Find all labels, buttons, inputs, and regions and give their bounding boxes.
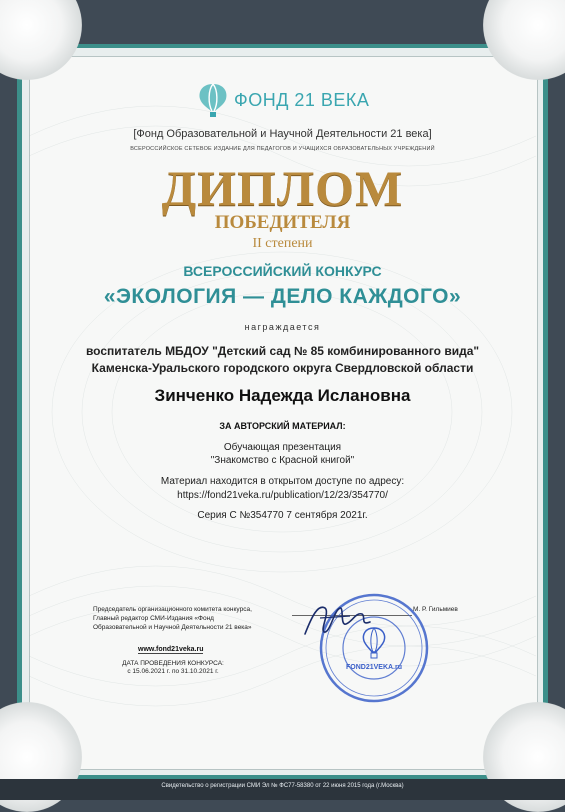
- recipient-position-line1: воспитатель МБДОУ "Детский сад № 85 комбинированного вида": [85, 344, 480, 358]
- signatory-name: М. Р. Гильмиев: [413, 606, 458, 613]
- registration-info: Свидетельство о регистрации СМИ Эл № ФС77-58380 от 22 июня 2015 года (г.Москва): [161, 783, 404, 789]
- access-text: Материал находится в открытом доступе по адресу:: [160, 476, 405, 487]
- diploma-title: ДИПЛОМ: [161, 160, 404, 216]
- recipient-name: Зинченко Надежда Ислановна: [154, 386, 411, 405]
- balloon-logo-icon: [196, 82, 230, 118]
- logo-text: ФОНД 21 ВЕКА: [234, 89, 370, 110]
- signatory-line3: Образовательной и Научной Деятельности 21 века»: [93, 624, 252, 631]
- contest-type: ВСЕРОССИЙСКИЙ КОНКУРС: [183, 263, 382, 279]
- awarded-label: награждается: [244, 322, 321, 332]
- handwritten-signature: [300, 596, 380, 646]
- signatory-title: [93, 605, 293, 632]
- diploma-subtitle: ПОБЕДИТЕЛЯ: [214, 212, 351, 233]
- work-label: ЗА АВТОРСКИЙ МАТЕРИАЛ:: [219, 421, 346, 431]
- recipient-position-line2: Каменска-Уральского городского округа Свердловской области: [91, 361, 474, 375]
- logo: [0, 82, 565, 122]
- dates-range: с 15.06.2021 г. по 31.10.2021 г.: [127, 668, 219, 675]
- organization-subtitle: ВСЕРОССИЙСКОЕ СЕТЕВОЕ ИЗДАНИЕ ДЛЯ ПЕДАГОГОВ И УЧАЩИХСЯ ОБРАЗОВАТЕЛЬНЫХ УЧРЕЖДЕНИЙ: [130, 146, 435, 152]
- work-line2: "Знакомство с Красной книгой": [210, 455, 355, 466]
- work-line1: Обучающая презентация: [223, 442, 342, 453]
- contest-dates: [93, 660, 253, 676]
- publication-url: https://fond21veka.ru/publication/12/23/354770/: [177, 490, 388, 501]
- diploma-degree: II степени: [252, 236, 313, 251]
- seal-text: FOND21VEKA.ru: [345, 664, 403, 671]
- contest-name: «ЭКОЛОГИЯ — ДЕЛО КАЖДОГО»: [103, 285, 462, 308]
- organization-name: [Фонд Образовательной и Научной Деятельности 21 века]: [133, 128, 432, 140]
- signatory-line1: Председатель организационного комитета конкурса,: [93, 606, 252, 613]
- dates-label: ДАТА ПРОВЕДЕНИЯ КОНКУРСА:: [122, 660, 224, 667]
- website-link: www.fond21veka.ru: [138, 646, 204, 653]
- serial-number: Серия С №354770 7 сентября 2021г.: [197, 510, 368, 521]
- signatory-line2: Главный редактор СМИ-Издания «Фонд: [93, 615, 214, 622]
